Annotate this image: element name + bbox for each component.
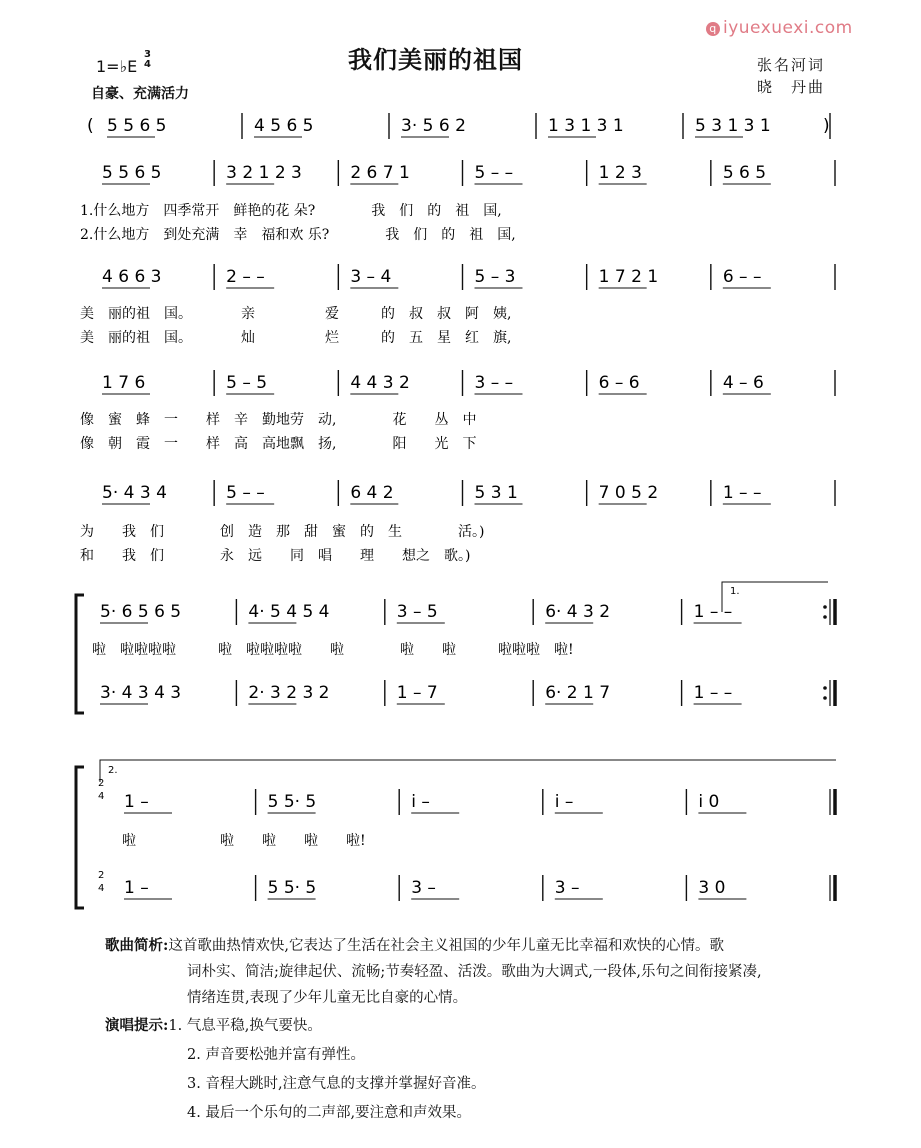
intro-close-paren: ) xyxy=(823,116,830,136)
repeat-dot xyxy=(823,615,827,619)
measure-notes: 1 2 3 xyxy=(598,163,642,183)
measure-notes: 7 0 5 2 xyxy=(598,483,659,503)
measure-notes: 6· 4 3 2 xyxy=(545,602,611,622)
measure-notes: 6 – – xyxy=(722,267,762,287)
measure-notes: 1 – 7 xyxy=(396,683,438,703)
song-analysis xyxy=(105,933,724,959)
time-signature-top: 3 xyxy=(144,49,151,60)
measure-notes: i – xyxy=(411,792,430,812)
measure-notes: 1 7 2 1 xyxy=(598,267,659,287)
score-line-intro xyxy=(87,113,830,139)
measure-notes: 5 3 1 xyxy=(474,483,518,503)
lyric-verse-1: 像 蜜 蜂 一 样 辛 勤地劳 动, 花 丛 中 xyxy=(80,412,477,428)
tip-3: 3. 音程大跳时,注意气息的支撑并掌握好音准。 xyxy=(187,1076,486,1092)
lyric-verse-1: 1.什么地方 四季常开 鲜艳的花 朵? 我 们 的 祖 国, xyxy=(80,203,502,219)
time-signature-bottom: 4 xyxy=(98,883,105,894)
measure-notes: 3 2 1 2 3 xyxy=(226,163,302,183)
repeat-dot xyxy=(823,686,827,690)
measure-notes: 3 – xyxy=(411,878,436,898)
measure-notes: 3 – 5 xyxy=(396,602,438,622)
measure-notes: 4 4 3 2 xyxy=(350,373,410,393)
time-signature-bottom: 4 xyxy=(98,791,105,802)
lyric-verse-2: 2.什么地方 到处充满 幸 福和欢 乐? 我 们 的 祖 国, xyxy=(80,227,516,243)
analysis-line-1: 这首歌曲热情欢快,它表达了生活在社会主义祖国的少年儿童无比幸福和欢快的心情。歌 xyxy=(168,938,724,954)
time-signature-top: 2 xyxy=(98,778,105,789)
volta-1-label: 1. xyxy=(730,586,740,597)
measure-notes: 1 – – xyxy=(722,483,762,503)
measure-notes: 4 6 6 3 xyxy=(102,267,162,287)
measure-notes: 3 – 4 xyxy=(350,267,392,287)
measure-notes: 1 – xyxy=(124,792,149,812)
time-signature-bottom: 4 xyxy=(144,59,151,70)
measure-notes: 5 – – xyxy=(226,483,265,503)
measure-notes: 5 – 3 xyxy=(474,267,516,287)
volta-bracket-2 xyxy=(100,760,836,782)
lyric-verse-1: 美 丽的祖 国。 亲 爱 的 叔 叔 阿 姨, xyxy=(80,306,512,322)
measure-notes: i – xyxy=(554,792,574,812)
score-line-4 xyxy=(80,480,835,564)
analysis-label: 歌曲简析: xyxy=(105,937,169,954)
part1-lyric: 啦 啦啦啦啦 啦 啦啦啦啦 啦 啦 啦 啦啦啦 啦! xyxy=(92,642,574,658)
measure-notes: 5· 6 5 6 5 xyxy=(100,602,182,622)
measure-notes: 3· 4 3 4 3 xyxy=(100,683,182,703)
measure-notes: 1 – xyxy=(124,878,149,898)
composer-credit: 晓 丹曲 xyxy=(757,78,826,96)
measure-notes: 3 0 xyxy=(698,878,726,898)
two-part-system-1 xyxy=(76,582,835,713)
lyric-verse-2: 美 丽的祖 国。 灿 烂 的 五 星 红 旗, xyxy=(80,330,512,346)
singing-tips xyxy=(105,1013,322,1039)
measure-notes: 3· 5 6 2 xyxy=(401,116,466,136)
measure-notes: 6· 2 1 7 xyxy=(545,683,611,703)
score-line-2 xyxy=(80,264,835,346)
measure-notes: 1 3 1 3 1 xyxy=(548,116,624,136)
key-signature: 1=♭E xyxy=(96,57,138,76)
measure-notes: 3 – xyxy=(554,878,580,898)
measure-notes: 2 – – xyxy=(226,267,265,287)
watermark-text: iyuexuexi.com xyxy=(723,18,853,38)
measure-notes: 1 – – xyxy=(693,602,733,622)
lyric-verse-1: 为 我 们 创 造 那 甜 蜜 的 生 活。) xyxy=(80,524,485,540)
two-part-system-2 xyxy=(76,760,836,908)
analysis-line-3: 情绪连贯,表现了少年儿童无比自豪的心情。 xyxy=(187,990,468,1006)
time-signature-top: 2 xyxy=(98,870,105,881)
repeat-dot xyxy=(823,696,827,700)
measure-notes: 3 – – xyxy=(474,373,514,393)
measure-notes: 4· 5 4 5 4 xyxy=(248,602,330,622)
lyric-verse-2: 和 我 们 永 远 同 唱 理 想之 歌。) xyxy=(80,548,471,564)
measure-notes: 5 5· 5 xyxy=(267,792,317,812)
measure-notes: 5 – 5 xyxy=(226,373,268,393)
score-line-1 xyxy=(80,160,835,243)
watermark-logo-icon: q xyxy=(706,22,720,36)
measure-notes: 5 6 5 xyxy=(722,163,767,183)
tip-4: 4. 最后一个乐句的二声部,要注意和声效果。 xyxy=(187,1105,472,1121)
tips-label: 演唱提示: xyxy=(105,1017,169,1034)
measure-notes: 6 – 6 xyxy=(598,373,640,393)
measure-notes: 4 5 6 5 xyxy=(254,116,314,136)
repeat-dot xyxy=(823,605,827,609)
measure-notes: 4 – 6 xyxy=(722,373,764,393)
measure-notes: 5· 4 3 4 xyxy=(102,483,167,503)
lyric-verse-2: 像 朝 霞 一 样 高 高地飘 扬, 阳 光 下 xyxy=(80,436,477,452)
tempo-marking: 自豪、充满活力 xyxy=(91,86,189,102)
system-bracket xyxy=(76,767,84,908)
measure-notes: 5 – – xyxy=(474,163,514,183)
measure-notes: 1 – – xyxy=(693,683,733,703)
measure-notes: i 0 xyxy=(698,792,720,812)
volta-2-label: 2. xyxy=(108,765,118,776)
measure-notes: 5 3 1 3 1 xyxy=(695,116,771,136)
part2-lyric: 啦 啦 啦 啦 啦! xyxy=(122,833,366,849)
measure-notes: 1 7 6 xyxy=(102,373,146,393)
tip-1: 1. 气息平稳,换气要快。 xyxy=(168,1018,322,1034)
system-bracket xyxy=(76,595,84,713)
measure-notes: 5 5 6 5 xyxy=(107,116,167,136)
measure-notes: 5 5· 5 xyxy=(267,878,317,898)
intro-open-paren: ( xyxy=(87,116,94,136)
analysis-line-2: 词朴实、简洁;旋律起伏、流畅;节奏轻盈、活泼。歌曲为大调式,一段体,乐句之间衔接紧凑, xyxy=(187,964,762,980)
measure-notes: 5 5 6 5 xyxy=(102,163,162,183)
measure-notes: 2 6 7 1 xyxy=(350,163,410,183)
score-line-3 xyxy=(80,370,835,452)
tip-2: 2. 声音要松弛并富有弹性。 xyxy=(187,1047,365,1063)
measure-notes: 6 4 2 xyxy=(350,483,394,503)
song-title: 我们美丽的祖国 xyxy=(348,45,523,74)
measure-notes: 2· 3 2 3 2 xyxy=(248,683,330,703)
lyricist-credit: 张名河词 xyxy=(757,56,826,74)
